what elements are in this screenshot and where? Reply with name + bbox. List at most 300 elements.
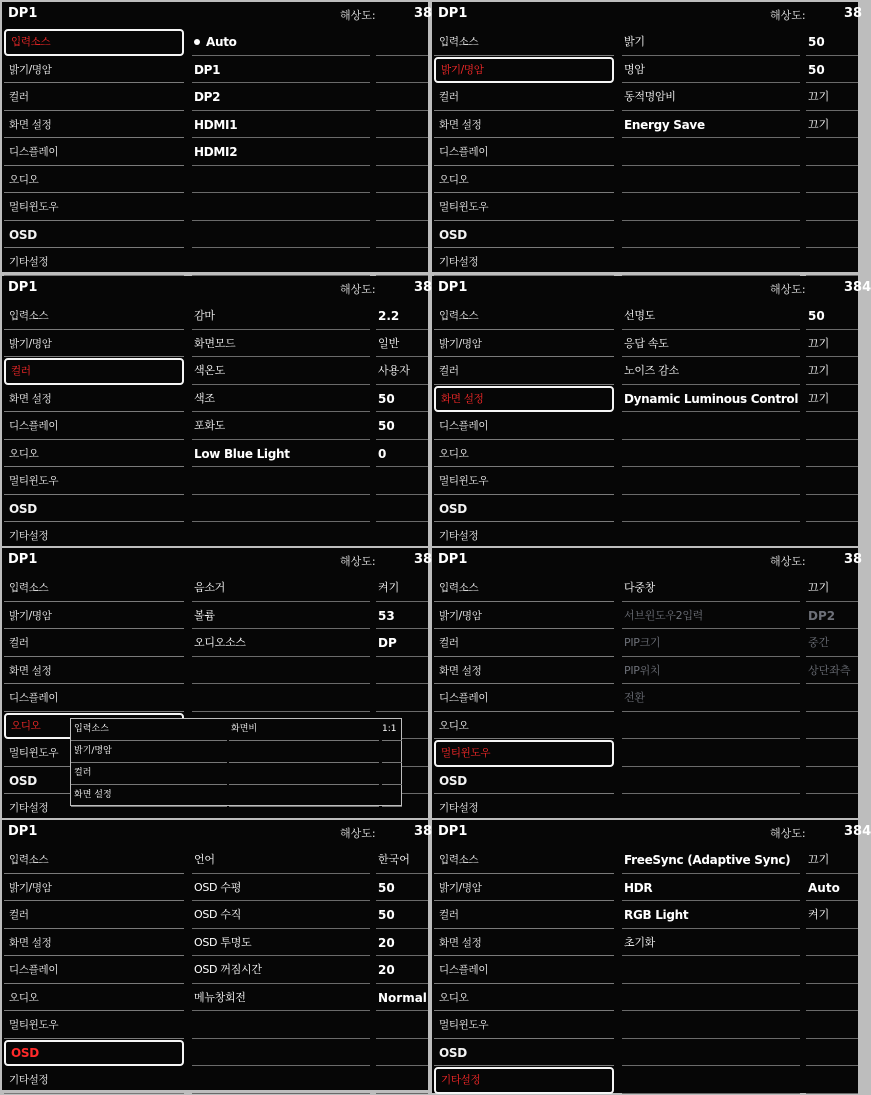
- menu-item[interactable]: 입력소스: [4, 575, 184, 602]
- submenu-item: [192, 1040, 370, 1067]
- submenu-item[interactable]: [192, 847, 370, 874]
- osd-panel: [432, 2, 863, 272]
- submenu-item[interactable]: [622, 875, 800, 902]
- osd-header: [432, 276, 871, 302]
- submenu-item[interactable]: [192, 575, 370, 602]
- submenu-item-label: Low Blue Light: [194, 446, 290, 461]
- menu-item[interactable]: 화면 설정: [434, 930, 614, 957]
- submenu-item: [192, 685, 370, 712]
- submenu-item: [622, 468, 800, 495]
- input-title: DP1: [438, 6, 468, 21]
- menu-item[interactable]: 입력소스: [4, 847, 184, 874]
- setting-value[interactable]: Normal: [376, 985, 428, 1012]
- setting-value[interactable]: 50: [806, 303, 858, 330]
- submenu-item: [192, 222, 370, 249]
- value-column: [806, 575, 858, 823]
- resolution-label: 해상도:: [770, 827, 806, 840]
- submenu-item-label: HDR: [624, 880, 653, 895]
- submenu-item-label: 메뉴창회전: [194, 990, 246, 1004]
- resolution-label: 해상도:: [340, 827, 376, 840]
- submenu-item: [622, 441, 800, 468]
- submenu-item[interactable]: [192, 930, 370, 957]
- setting-value: [806, 957, 858, 984]
- menu-item[interactable]: 컬러: [4, 358, 184, 385]
- menu-item[interactable]: 밝기/명암: [4, 875, 184, 902]
- menu-item[interactable]: OSD: [4, 496, 184, 523]
- submenu-item-label: DP2: [194, 90, 221, 104]
- resolution-value: 38: [414, 280, 433, 295]
- submenu-item-label: HDMI1: [194, 117, 238, 132]
- menu-item[interactable]: 화면 설정: [4, 658, 184, 685]
- submenu-item-label: PIP위치: [624, 663, 661, 677]
- menu-item[interactable]: 입력소스: [4, 29, 184, 56]
- main-menu: [2, 303, 188, 551]
- popup-menu-item[interactable]: 컬러: [71, 763, 227, 785]
- setting-value[interactable]: 끄기: [806, 331, 858, 358]
- submenu-item-label: 명암: [624, 62, 645, 76]
- menu-item[interactable]: OSD: [4, 1040, 184, 1067]
- resolution-label: 해상도:: [340, 283, 376, 296]
- submenu-item: [622, 713, 800, 740]
- submenu-item[interactable]: [192, 603, 370, 630]
- menu-item[interactable]: 컬러: [434, 84, 614, 111]
- menu-item[interactable]: 입력소스: [434, 29, 614, 56]
- popup-submenu: [229, 719, 379, 807]
- setting-value: [806, 523, 858, 550]
- resolution-label: 해상도:: [770, 9, 806, 22]
- setting-value: [806, 468, 858, 495]
- setting-value[interactable]: 50: [806, 29, 858, 56]
- setting-value[interactable]: 중간: [806, 630, 858, 657]
- setting-value[interactable]: 50: [806, 57, 858, 84]
- popup-menu-item[interactable]: 입력소스: [71, 719, 227, 741]
- submenu-item-label: DP1: [194, 62, 221, 77]
- setting-value[interactable]: 끄기: [806, 112, 858, 139]
- submenu-item[interactable]: [192, 902, 370, 929]
- menu-item[interactable]: 멀티윈도우: [434, 194, 614, 221]
- osd-header: [432, 2, 863, 28]
- submenu-item-label: Dynamic Luminous Control: [624, 391, 799, 406]
- setting-value: [376, 139, 428, 166]
- submenu-item[interactable]: [192, 875, 370, 902]
- menu-item[interactable]: 밝기/명암: [434, 331, 614, 358]
- menu-item[interactable]: 입력소스: [434, 575, 614, 602]
- setting-value: [376, 523, 428, 550]
- menu-item[interactable]: 오디오: [434, 985, 614, 1012]
- menu-item[interactable]: 기타설정: [4, 523, 184, 550]
- value-column: [806, 29, 858, 277]
- selected-dot-icon: [194, 39, 200, 45]
- setting-value: [376, 194, 428, 221]
- submenu-item: [622, 1040, 800, 1067]
- setting-value[interactable]: 사용자: [376, 358, 428, 385]
- submenu-item: [192, 167, 370, 194]
- main-menu: [2, 847, 188, 1095]
- osd-panel: [432, 820, 871, 1093]
- menu-item[interactable]: 컬러: [4, 902, 184, 929]
- menu-item[interactable]: OSD: [434, 1040, 614, 1067]
- submenu-item-label: 서브윈도우2입력: [624, 608, 703, 622]
- setting-value[interactable]: 한국어: [376, 847, 428, 874]
- menu-item[interactable]: 밝기/명암: [4, 603, 184, 630]
- main-menu: [432, 847, 618, 1095]
- submenu-item: [192, 658, 370, 685]
- menu-item[interactable]: 멀티윈도우: [4, 468, 184, 495]
- submenu-item[interactable]: [622, 57, 800, 84]
- menu-item[interactable]: 밝기/명암: [4, 57, 184, 84]
- submenu-item: [622, 1012, 800, 1039]
- menu-item[interactable]: 디스플레이: [4, 139, 184, 166]
- submenu-item: [192, 523, 370, 550]
- menu-item[interactable]: 기타설정: [434, 249, 614, 276]
- submenu-item-label: OSD 수평: [194, 880, 242, 894]
- setting-value[interactable]: 상단좌측: [806, 658, 858, 685]
- submenu-item[interactable]: [622, 930, 800, 957]
- menu-item[interactable]: 화면 설정: [4, 386, 184, 413]
- setting-value[interactable]: DP2: [806, 603, 858, 630]
- setting-value: [376, 29, 428, 56]
- setting-value: [806, 985, 858, 1012]
- submenu-item-label: OSD 수직: [194, 908, 242, 921]
- value-column: [806, 847, 858, 1095]
- setting-value[interactable]: 20: [376, 930, 428, 957]
- setting-value[interactable]: 2.2: [376, 303, 428, 330]
- submenu-item: [622, 194, 800, 221]
- submenu-item: [622, 167, 800, 194]
- menu-item[interactable]: 오디오: [434, 713, 614, 740]
- setting-value[interactable]: 끄기: [806, 575, 858, 602]
- osd-header: [2, 276, 433, 302]
- submenu: [622, 303, 800, 551]
- setting-value: [806, 1012, 858, 1039]
- setting-value[interactable]: 50: [376, 386, 428, 413]
- setting-value: [376, 1012, 428, 1039]
- menu-item[interactable]: 멀티윈도우: [434, 740, 614, 767]
- menu-item[interactable]: 멀티윈도우: [4, 194, 184, 221]
- setting-value: [376, 222, 428, 249]
- menu-item[interactable]: 화면 설정: [4, 112, 184, 139]
- submenu-item[interactable]: [192, 139, 370, 166]
- submenu-item-label: 전환: [624, 691, 645, 704]
- setting-value: [376, 658, 428, 685]
- submenu-item[interactable]: [192, 358, 370, 385]
- submenu-item-label: PIP크기: [624, 636, 661, 649]
- menu-item[interactable]: 디스플레이: [4, 957, 184, 984]
- menu-item[interactable]: 밝기/명암: [434, 875, 614, 902]
- menu-item[interactable]: 밝기/명암: [434, 603, 614, 630]
- menu-item[interactable]: 입력소스: [434, 847, 614, 874]
- setting-value[interactable]: 켜기: [806, 902, 858, 929]
- submenu-item[interactable]: [192, 331, 370, 358]
- popup-submenu-item[interactable]: 화면비: [229, 719, 379, 741]
- setting-value: [806, 441, 858, 468]
- setting-value: [806, 194, 858, 221]
- submenu-item: [622, 249, 800, 276]
- menu-item[interactable]: 오디오: [434, 167, 614, 194]
- popup-value[interactable]: 1:1: [382, 719, 402, 741]
- menu-item[interactable]: 멀티윈도우: [4, 740, 184, 767]
- submenu-item[interactable]: [192, 84, 370, 111]
- resolution-value: 38: [844, 552, 863, 567]
- popup-menu: [71, 719, 227, 807]
- submenu-item[interactable]: [192, 303, 370, 330]
- setting-value: [806, 222, 858, 249]
- submenu-item-label: 감마: [194, 309, 215, 322]
- submenu-item-label: 색조: [194, 391, 215, 405]
- menu-item[interactable]: 입력소스: [434, 303, 614, 330]
- menu-item[interactable]: 화면 설정: [434, 386, 614, 413]
- setting-value: [376, 496, 428, 523]
- submenu-item: [622, 985, 800, 1012]
- menu-item[interactable]: 입력소스: [4, 303, 184, 330]
- submenu-item-label: 포화도: [194, 419, 225, 432]
- submenu-item-label: 언어: [194, 853, 215, 866]
- menu-item[interactable]: OSD: [4, 768, 184, 795]
- resolution-value: 38: [844, 6, 863, 21]
- menu-item[interactable]: 디스플레이: [434, 139, 614, 166]
- menu-item[interactable]: 기타설정: [434, 523, 614, 550]
- main-menu: [432, 575, 618, 823]
- osd-panel: [2, 2, 433, 272]
- submenu-item-label: 화면모드: [194, 336, 236, 350]
- popup-menu-item[interactable]: 밝기/명암: [71, 741, 227, 763]
- osd-header: [2, 820, 433, 846]
- menu-item[interactable]: 기타설정: [4, 249, 184, 276]
- value-column: [376, 29, 428, 277]
- popup-value: [382, 763, 402, 785]
- setting-value: [806, 167, 858, 194]
- osd-panel: [2, 548, 433, 818]
- menu-item[interactable]: 디스플레이: [4, 413, 184, 440]
- submenu-item[interactable]: [192, 386, 370, 413]
- osd-header: [432, 820, 871, 846]
- setting-value[interactable]: Auto: [806, 875, 858, 902]
- submenu: [622, 847, 800, 1095]
- setting-value[interactable]: 0: [376, 441, 428, 468]
- osd-panel: [2, 276, 433, 546]
- menu-item[interactable]: OSD: [4, 222, 184, 249]
- setting-value[interactable]: 일반: [376, 331, 428, 358]
- setting-value[interactable]: 20: [376, 957, 428, 984]
- submenu-item[interactable]: [622, 902, 800, 929]
- setting-value[interactable]: 끄기: [806, 847, 858, 874]
- menu-item[interactable]: 기타설정: [4, 795, 184, 822]
- submenu-item-label: 다중창: [624, 581, 655, 594]
- submenu-item[interactable]: [622, 575, 800, 602]
- submenu-item-label: 색온도: [194, 364, 225, 377]
- submenu-item: [192, 1012, 370, 1039]
- setting-value: [806, 413, 858, 440]
- submenu-item-label: 볼륨: [194, 608, 215, 622]
- setting-value[interactable]: 끄기: [806, 358, 858, 385]
- submenu-item: [622, 496, 800, 523]
- submenu-item[interactable]: [622, 84, 800, 111]
- setting-value: [806, 1040, 858, 1067]
- submenu: [192, 29, 370, 277]
- menu-item[interactable]: 기타설정: [434, 795, 614, 822]
- value-column: [376, 303, 428, 551]
- menu-item[interactable]: 컬러: [434, 630, 614, 657]
- submenu-item[interactable]: [192, 441, 370, 468]
- setting-value[interactable]: 50: [376, 875, 428, 902]
- osd-header: [2, 548, 433, 574]
- submenu-item: [192, 468, 370, 495]
- submenu: [622, 575, 800, 823]
- menu-item[interactable]: 디스플레이: [434, 413, 614, 440]
- popup-submenu-item: [229, 763, 379, 785]
- submenu-item[interactable]: [622, 603, 800, 630]
- submenu: [622, 29, 800, 277]
- submenu-item: [622, 1067, 800, 1094]
- popup-submenu-item: [229, 741, 379, 763]
- menu-item[interactable]: 오디오: [4, 167, 184, 194]
- menu-item[interactable]: 화면 설정: [4, 930, 184, 957]
- main-menu: [432, 303, 618, 551]
- resolution-label: 해상도:: [340, 555, 376, 568]
- submenu: [192, 303, 370, 551]
- submenu-item: [622, 222, 800, 249]
- menu-item[interactable]: 밝기/명암: [4, 331, 184, 358]
- submenu-item: [622, 768, 800, 795]
- submenu-item[interactable]: [622, 630, 800, 657]
- setting-value[interactable]: 끄기: [806, 386, 858, 413]
- submenu-item[interactable]: [622, 112, 800, 139]
- setting-value: [806, 930, 858, 957]
- submenu-item[interactable]: [622, 847, 800, 874]
- menu-item[interactable]: 밝기/명암: [434, 57, 614, 84]
- menu-item[interactable]: 컬러: [434, 902, 614, 929]
- menu-item[interactable]: 기타설정: [434, 1067, 614, 1094]
- submenu-item: [192, 249, 370, 276]
- menu-item[interactable]: 오디오: [4, 713, 184, 740]
- submenu-item[interactable]: [192, 630, 370, 657]
- submenu-item: [192, 1067, 370, 1094]
- submenu-item: [192, 194, 370, 221]
- submenu-item[interactable]: [192, 985, 370, 1012]
- setting-value: [806, 249, 858, 276]
- menu-item[interactable]: 기타설정: [4, 1067, 184, 1094]
- menu-item[interactable]: 오디오: [4, 985, 184, 1012]
- popup-value: [382, 785, 402, 807]
- setting-value: [806, 740, 858, 767]
- submenu-item: [622, 523, 800, 550]
- menu-item[interactable]: OSD: [434, 222, 614, 249]
- submenu-item-label: 음소거: [194, 581, 225, 594]
- menu-item[interactable]: 멀티윈도우: [434, 1012, 614, 1039]
- popup-values: [382, 719, 402, 807]
- menu-item[interactable]: 컬러: [434, 358, 614, 385]
- main-menu: [2, 29, 188, 277]
- submenu-item-label: OSD 투명도: [194, 935, 252, 949]
- menu-item[interactable]: 디스플레이: [434, 685, 614, 712]
- setting-value: [376, 57, 428, 84]
- setting-value: [376, 685, 428, 712]
- menu-item[interactable]: OSD: [434, 768, 614, 795]
- submenu-item[interactable]: [192, 57, 370, 84]
- menu-item[interactable]: 디스플레이: [434, 957, 614, 984]
- submenu-item[interactable]: [622, 358, 800, 385]
- setting-value[interactable]: 53: [376, 603, 428, 630]
- submenu-item[interactable]: [192, 112, 370, 139]
- resolution-value: 384: [844, 824, 871, 839]
- resolution-value: 38: [414, 6, 433, 21]
- submenu-item-label: HDMI2: [194, 145, 238, 159]
- submenu-item-label: RGB Light: [624, 908, 689, 922]
- submenu-item[interactable]: [622, 331, 800, 358]
- submenu-item[interactable]: [192, 413, 370, 440]
- setting-value[interactable]: 50: [376, 413, 428, 440]
- osd-header: [2, 2, 433, 28]
- menu-item[interactable]: 컬러: [4, 84, 184, 111]
- setting-value: [806, 713, 858, 740]
- menu-item[interactable]: 화면 설정: [434, 112, 614, 139]
- setting-value[interactable]: 50: [376, 902, 428, 929]
- setting-value: [376, 84, 428, 111]
- setting-value: [376, 167, 428, 194]
- input-title: DP1: [438, 552, 468, 567]
- popup-value: [382, 741, 402, 763]
- submenu-item[interactable]: [622, 658, 800, 685]
- submenu-item[interactable]: [192, 957, 370, 984]
- popup-menu-item[interactable]: 화면 설정: [71, 785, 227, 807]
- submenu-item: [622, 413, 800, 440]
- submenu-item-label: 응답 속도: [624, 336, 669, 350]
- input-title: DP1: [438, 280, 468, 295]
- submenu-item[interactable]: [622, 29, 800, 56]
- osd-header: [432, 548, 863, 574]
- menu-item[interactable]: 화면 설정: [434, 658, 614, 685]
- osd-panel: [2, 820, 433, 1090]
- submenu-item[interactable]: [622, 386, 800, 413]
- menu-item[interactable]: 멀티윈도우: [4, 1012, 184, 1039]
- setting-value: [376, 249, 428, 276]
- setting-value[interactable]: DP: [376, 630, 428, 657]
- menu-item[interactable]: OSD: [434, 496, 614, 523]
- submenu-item[interactable]: [192, 29, 370, 56]
- osd-panel: [432, 548, 863, 818]
- submenu-item[interactable]: [622, 303, 800, 330]
- resolution-label: 해상도:: [770, 283, 806, 296]
- setting-value: [376, 468, 428, 495]
- main-menu: [432, 29, 618, 277]
- menu-item[interactable]: 컬러: [4, 630, 184, 657]
- setting-value[interactable]: 켜기: [376, 575, 428, 602]
- submenu-item-label: 선명도: [624, 309, 655, 322]
- setting-value: [806, 685, 858, 712]
- menu-item[interactable]: 멀티윈도우: [434, 468, 614, 495]
- submenu-item-label: 오디오소스: [194, 636, 246, 649]
- setting-value[interactable]: 끄기: [806, 84, 858, 111]
- submenu-item-label: OSD 꺼짐시간: [194, 963, 262, 976]
- submenu-item: [622, 795, 800, 822]
- submenu-item-label: 초기화: [624, 935, 655, 949]
- input-title: DP1: [438, 824, 468, 839]
- submenu-item: [622, 740, 800, 767]
- submenu-item-label: 동적명암비: [624, 90, 676, 103]
- resolution-label: 해상도:: [340, 9, 376, 22]
- menu-item[interactable]: 디스플레이: [4, 685, 184, 712]
- setting-value: [806, 1067, 858, 1094]
- submenu-item: [622, 139, 800, 166]
- osd-panel: [432, 276, 871, 546]
- submenu-item: [622, 957, 800, 984]
- menu-item[interactable]: 오디오: [434, 441, 614, 468]
- submenu-item-label: 밝기: [624, 35, 645, 48]
- value-column: [806, 303, 858, 551]
- submenu-item-label: 노이즈 감소: [624, 364, 679, 377]
- submenu-item[interactable]: [622, 685, 800, 712]
- menu-item[interactable]: 오디오: [4, 441, 184, 468]
